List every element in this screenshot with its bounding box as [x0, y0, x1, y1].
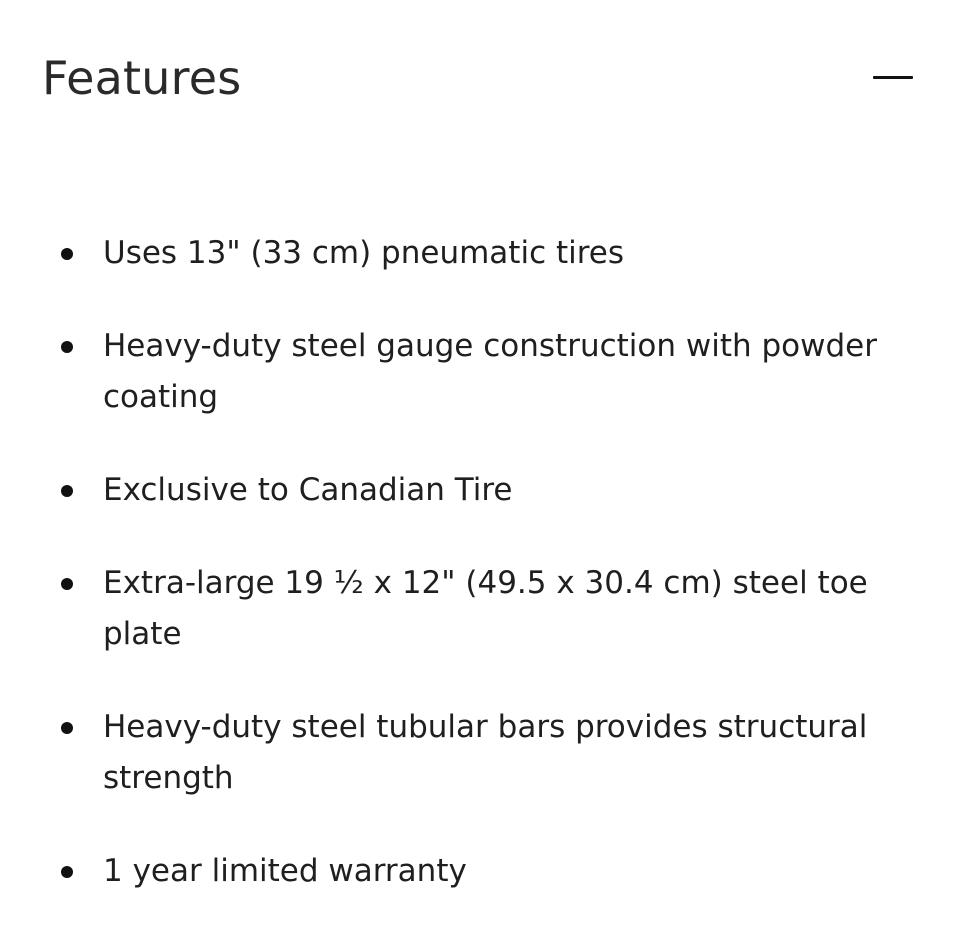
bullet-icon [61, 578, 73, 590]
feature-item [0, 321, 960, 423]
feature-text: Heavy-duty steel tubular bars provides structural strength [103, 709, 868, 796]
feature-text: Heavy-duty steel gauge construction with powder coating [103, 328, 877, 415]
collapse-button[interactable] [864, 56, 920, 100]
bullet-icon [61, 485, 73, 497]
feature-item [0, 228, 960, 279]
feature-item [0, 465, 960, 516]
feature-text: Uses 13" (33 cm) pneumatic tires [103, 235, 625, 271]
feature-item [0, 846, 960, 897]
feature-item [0, 558, 960, 660]
feature-item [0, 702, 960, 804]
feature-text: Exclusive to Canadian Tire [103, 472, 513, 508]
bullet-icon [61, 341, 73, 353]
accordion-header[interactable] [0, 0, 960, 150]
features-list [0, 228, 960, 939]
minus-icon [873, 76, 913, 79]
section-title: Features [42, 51, 242, 105]
feature-text: Extra-large 19 ½ x 12" (49.5 x 30.4 cm) steel toe plate [103, 565, 868, 652]
bullet-icon [61, 722, 73, 734]
bullet-icon [61, 866, 73, 878]
bullet-icon [61, 248, 73, 260]
feature-text: 1 year limited warranty [103, 853, 467, 889]
